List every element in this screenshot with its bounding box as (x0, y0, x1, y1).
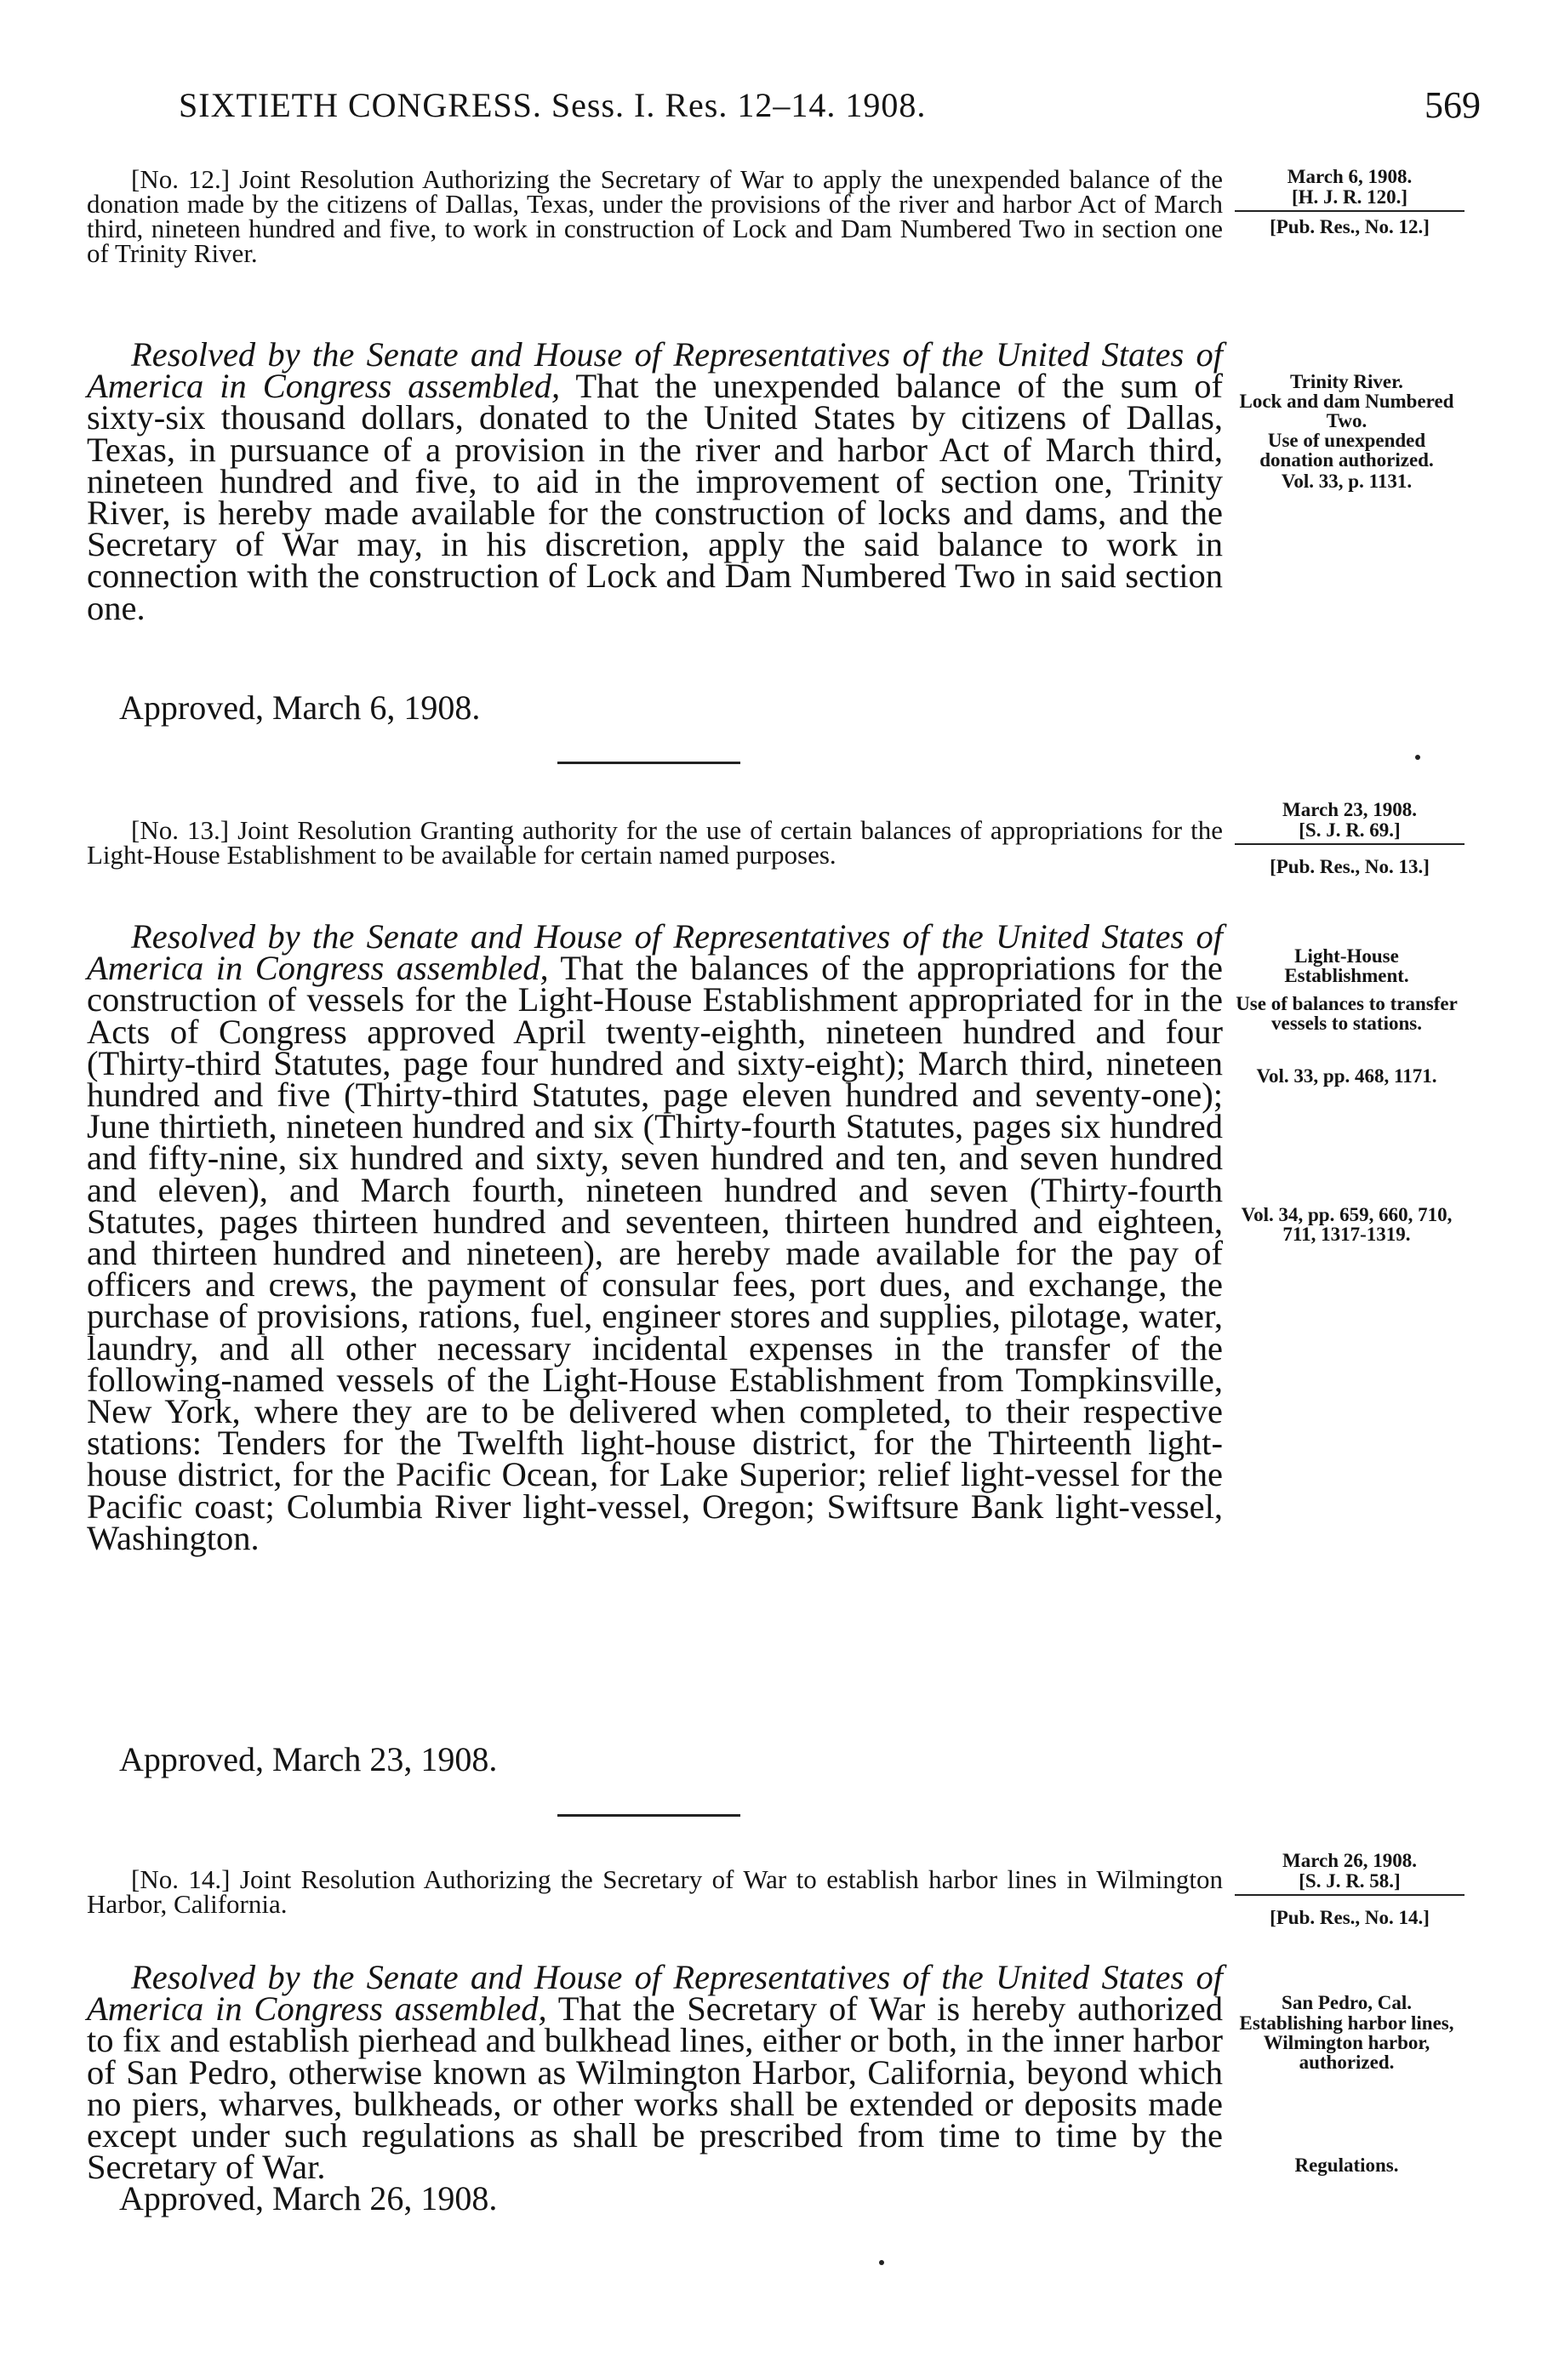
resolution-number: [No. 13.] (131, 815, 230, 845)
divider (1235, 843, 1465, 845)
margin-note: Use of balances to transfer vessels to stations. (1236, 993, 1458, 1034)
resolution-side-reference (1230, 167, 1470, 237)
margin-note: Light-House Establishment. (1284, 945, 1409, 986)
resolution-number: [No. 14.] (131, 1864, 231, 1894)
public-resolution-number: [Pub. Res., No. 14.] (1270, 1907, 1430, 1928)
section-rule (557, 1814, 740, 1817)
print-mark (879, 2260, 884, 2265)
resolution-date: March 23, 1908. (1282, 799, 1417, 820)
resolution-title: Joint Resolution Granting authority for the use of certain balances of appropriations for the Light-House Establishment to be available for certain named purposes. (87, 815, 1224, 870)
resolution-number: [No. 12.] (131, 164, 231, 194)
margin-note: Lock and dam Numbered Two. (1239, 391, 1454, 431)
margin-note: San Pedro, Cal. (1282, 1992, 1412, 2013)
public-resolution-number: [Pub. Res., No. 13.] (1270, 856, 1430, 877)
approval-line: Approved, March 26, 1908. (119, 2179, 498, 2217)
resolution-side-reference (1230, 1851, 1470, 1928)
resolution-body (87, 335, 1223, 627)
resolution-side-reference (1230, 800, 1470, 877)
resolution-intro (87, 815, 1224, 870)
bill-number: [H. J. R. 120.] (1291, 186, 1408, 208)
margin-note: Vol. 34, pp. 659, 660, 710, 711, 1317-1319. (1241, 1204, 1453, 1245)
resolution-intro (87, 164, 1223, 268)
resolution-title: Joint Resolution Authorizing the Secretary of War to establish harbor lines in Wilmington Harbor, California. (87, 1864, 1223, 1919)
margin-note: Establishing harbor lines, Wilmington harbor, authorized. (1239, 2012, 1454, 2073)
resolution-body (87, 917, 1223, 1557)
enacting-clause: Resolved by the Senate and House of Representatives of the United States of America in Congress assembled, (87, 917, 1223, 988)
running-head: SIXTIETH CONGRESS. Sess. I. Res. 12–14. 1908. (179, 86, 927, 124)
resolution-intro (87, 1864, 1223, 1919)
resolution-text: That the balances of the appropriations for the construction of vessels for the Light-House Establishment appropriated for in the Acts of Congress approved April twenty-eighth, nineteen hundred and four (Thirty-third Statutes, page four hundred and sixty-eight); March third, nineteen hundred and five (Thirty-third Statutes, page eleven hundred and seventy-one); June thirtieth, nineteen hundred and six (Thirty-fourth Statutes, pages six hundred and fifty-nine, six hundred and sixty, seven hundred and ten, and seven hundred and eleven), and March fourth, nineteen hundred and seven (Thirty-fourth Statutes, pages thirteen hundred and seventeen, thirteen hundred and eighteen, and thirteen hundred and nineteen), are hereby made available for the pay of officers and crews, the payment of consular fees, port dues, and exchange, the purchase of provisions, rations, fuel, engineer stores and supplies, pilotage, water, laundry, and all other necessary incidental expenses in the transfer of the following-named vessels of the Light-House Establishment from Tompkinsville, New York, where they are to be delivered when completed, to their respective stations: Tenders for the Twelfth light-house district, for the Thirteenth light-house district, for the Pacific Ocean, for Lake Superior; relief light-vessel for the Pacific coast; Columbia River light-vessel, Oregon; Swiftsure Bank light-vessel, Washington. (87, 949, 1223, 1557)
page-number: 569 (1425, 84, 1481, 126)
enacting-clause: Resolved by the Senate and House of Representatives of the United States of America in Congress assembled, (87, 1958, 1223, 2029)
margin-note: Vol. 33, pp. 468, 1171. (1256, 1065, 1437, 1087)
public-resolution-number: [Pub. Res., No. 12.] (1270, 216, 1430, 237)
divider (1235, 210, 1465, 212)
approval-line: Approved, March 23, 1908. (119, 1740, 498, 1778)
bill-number: [S. J. R. 69.] (1299, 819, 1401, 841)
page-header (179, 85, 1481, 136)
resolution-text: That the Secretary of War is hereby authorized to fix and establish pierhead and bulkhead lines, either or both, in the inner harbor of San Pedro, otherwise known as Wilmington Harbor, California, beyond which no piers, wharves, bulkheads, or other works shall be extended or deposits made except under such regulations as shall be prescribed from time to time by the Secretary of War. (87, 1989, 1223, 2187)
resolution-body (87, 1958, 1223, 2187)
resolution-text: That the unexpended balance of the sum of sixty-six thousand dollars, donated to the United States by citizens of Dallas, Texas, in pursuance of a provision in the river and harbor Act of March third, nineteen hundred and five, to aid in the improvement of section one, Trinity River, is hereby made available for the construction of locks and dams, and the Secretary of War may, in his discretion, apply the said balance to work in connection with the construction of Lock and Dam Numbered Two in said section one. (87, 367, 1223, 627)
resolution-title: Joint Resolution Authorizing the Secretary of War to apply the unexpended balance of the donation made by the citizens of Dallas, Texas, under the provisions of the river and harbor Act of March third, nineteen hundred and five, to work in construction of Lock and Dam Numbered Two in section one of Trinity River. (87, 164, 1223, 268)
margin-note: Regulations. (1294, 2155, 1399, 2176)
resolution-date: March 6, 1908. (1287, 166, 1413, 187)
enacting-clause: Resolved by the Senate and House of Representatives of the United States of America in Congress assembled, (87, 335, 1223, 406)
margin-note: Vol. 33, p. 1131. (1281, 471, 1413, 492)
bill-number: [S. J. R. 58.] (1299, 1870, 1401, 1892)
margin-note: Trinity River. (1290, 371, 1403, 392)
divider (1235, 1894, 1465, 1896)
resolution-date: March 26, 1908. (1282, 1850, 1417, 1871)
approval-line: Approved, March 6, 1908. (119, 688, 481, 727)
section-rule (557, 762, 740, 764)
print-mark (1415, 755, 1420, 760)
margin-note: Use of unexpended donation authorized. (1259, 430, 1434, 471)
